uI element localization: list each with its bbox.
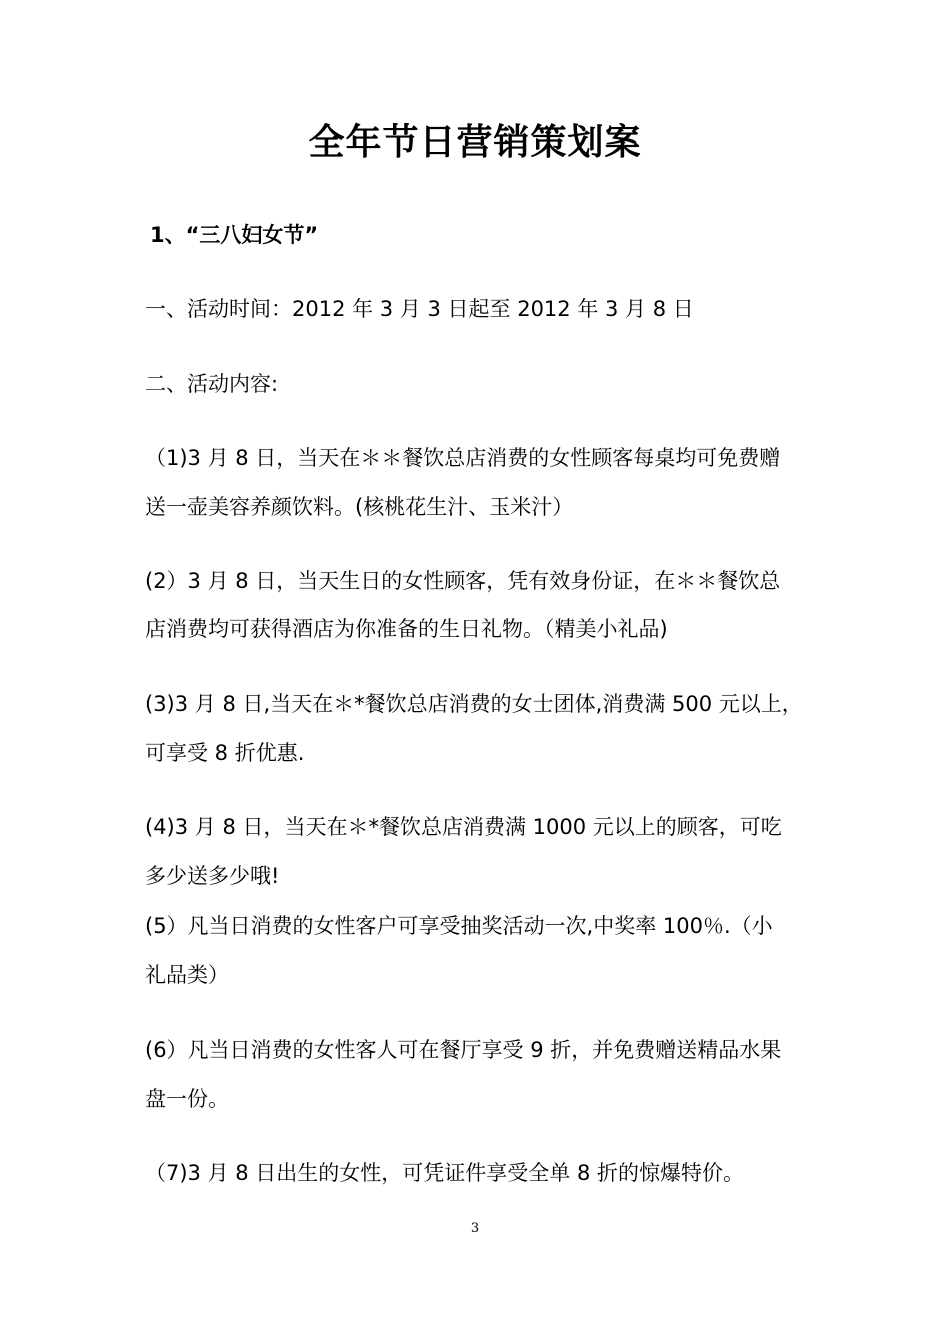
document-title: 全年节日营销策划案 [308,122,642,163]
paragraph-line: 多少送多少哦! [145,864,280,888]
page-number: 3 [470,1221,480,1236]
paragraph-line: 送一壶美容养颜饮料。(核桃花生汁、玉米汁） [145,495,574,519]
paragraph-line: 礼品类） [145,963,229,987]
paragraph-line: （7)3 月 8 日出生的女性，可凭证件享受全单 8 折的惊爆特价。 [145,1161,745,1185]
paragraph-line: (6）凡当日消费的女性客人可在餐厅享受 9 折，并免费赠送精品水果 [145,1038,782,1062]
paragraph-line: 店消费均可获得酒店为你准备的生日礼物。（精美小礼品) [145,617,668,641]
activity-time: 一、活动时间：2012 年 3 月 3 日起至 2012 年 3 月 8 日 [145,297,694,321]
section-heading: 1、“三八妇女节” [150,223,319,247]
paragraph-line: (5）凡当日消费的女性客户可享受抽奖活动一次,中奖率 100％.（小 [145,914,773,938]
paragraph-line: （1)3 月 8 日，当天在＊＊餐饮总店消费的女性顾客每桌均可免费赠 [145,446,781,470]
activity-content-label: 二、活动内容: [145,372,279,396]
paragraph-line: (4)3 月 8 日，当天在＊*餐饮总店消费满 1000 元以上的顾客，可吃 [145,815,782,839]
paragraph-line: 盘一份。 [145,1087,229,1111]
paragraph-line: (2）3 月 8 日，当天生日的女性顾客，凭有效身份证，在＊＊餐饮总 [145,569,781,593]
paragraph-line: (3)3 月 8 日,当天在＊*餐饮总店消费的女士团体,消费满 500 元以上， [145,692,803,716]
paragraph-line: 可享受 8 折优惠. [145,741,305,765]
